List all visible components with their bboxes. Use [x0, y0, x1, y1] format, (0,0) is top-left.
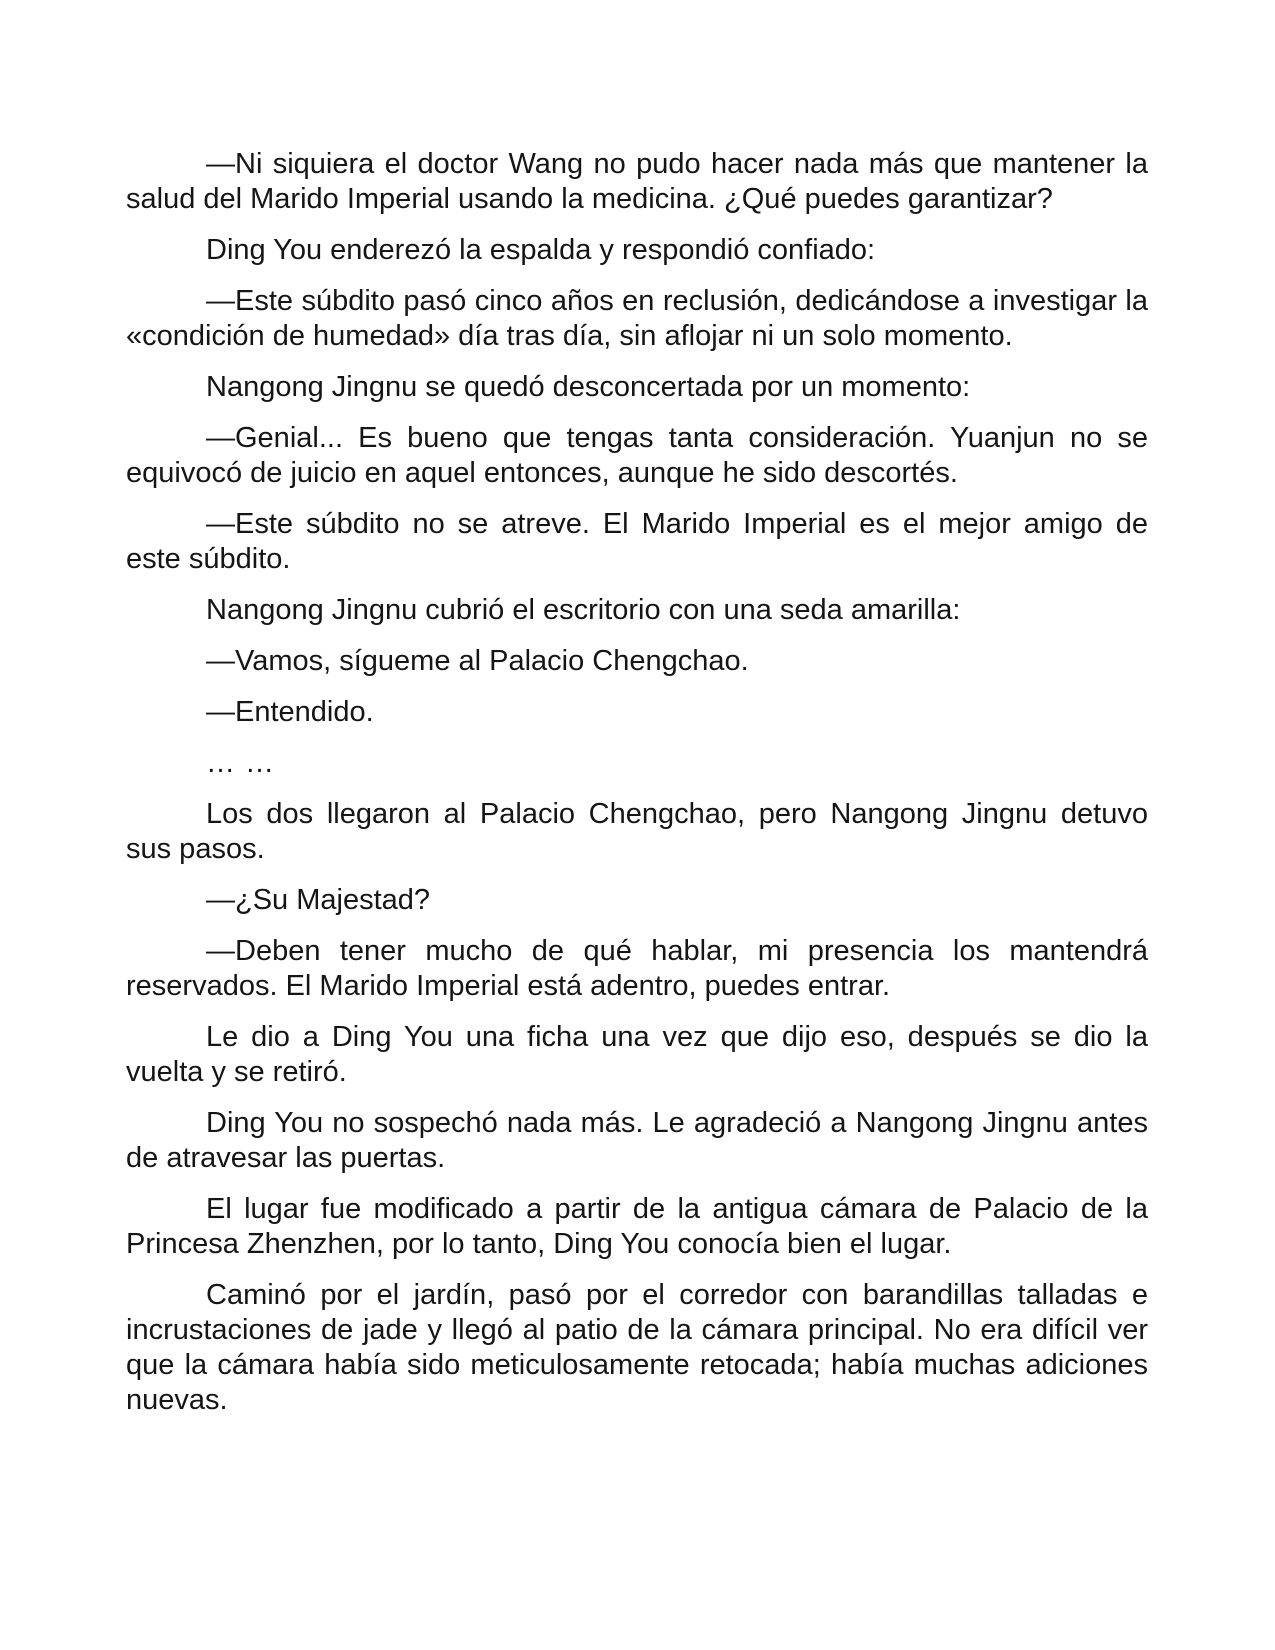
- paragraph: —Genial... Es bueno que tengas tanta consideración. Yuanjun no se equivocó de juicio en aquel entonces, aunque he sido descortés.: [126, 422, 1148, 489]
- paragraph: Ding You no sospechó nada más. Le agradeció a Nangong Jingnu antes de atravesar las puertas.: [126, 1107, 1148, 1174]
- paragraph: Ding You enderezó la espalda y respondió confiado:: [206, 234, 876, 266]
- paragraph: —Este súbdito pasó cinco años en reclusión, dedicándose a investigar la «condición de humedad» día tras día, sin aflojar ni un solo momento.: [126, 285, 1148, 352]
- paragraph: Le dio a Ding You una ficha una vez que dijo eso, después se dio la vuelta y se retiró.: [126, 1021, 1148, 1088]
- paragraph: —Entendido.: [206, 696, 374, 728]
- paragraph: —Vamos, sígueme al Palacio Chengchao.: [206, 645, 749, 677]
- paragraph: El lugar fue modificado a partir de la antigua cámara de Palacio de la Princesa Zhenzhen, por lo tanto, Ding You conocía bien el lugar.: [126, 1193, 1148, 1260]
- paragraph: Caminó por el jardín, pasó por el corredor con barandillas talladas e incrustaciones de jade y llegó al patio de la cámara principal. No era difícil ver que la cámara había sido meticulosamente retocada; había muchas adiciones nuevas.: [126, 1279, 1148, 1416]
- text-body: [126, 147, 1148, 1434]
- paragraph: Nangong Jingnu cubrió el escritorio con una seda amarilla:: [206, 594, 961, 626]
- paragraph: —¿Su Majestad?: [206, 884, 431, 916]
- paragraph: —Deben tener mucho de qué hablar, mi presencia los mantendrá reservados. El Marido Imperial está adentro, puedes entrar.: [126, 935, 1148, 1002]
- paragraph: —Este súbdito no se atreve. El Marido Imperial es el mejor amigo de este súbdito.: [126, 508, 1148, 575]
- paragraph: —Ni siquiera el doctor Wang no pudo hacer nada más que mantener la salud del Marido Imperial usando la medicina. ¿Qué puedes garantizar?: [126, 148, 1148, 215]
- paragraph: Los dos llegaron al Palacio Chengchao, pero Nangong Jingnu detuvo sus pasos.: [126, 798, 1148, 865]
- paragraph: Nangong Jingnu se quedó desconcertada por un momento:: [206, 371, 971, 403]
- scene-break: … …: [206, 747, 276, 779]
